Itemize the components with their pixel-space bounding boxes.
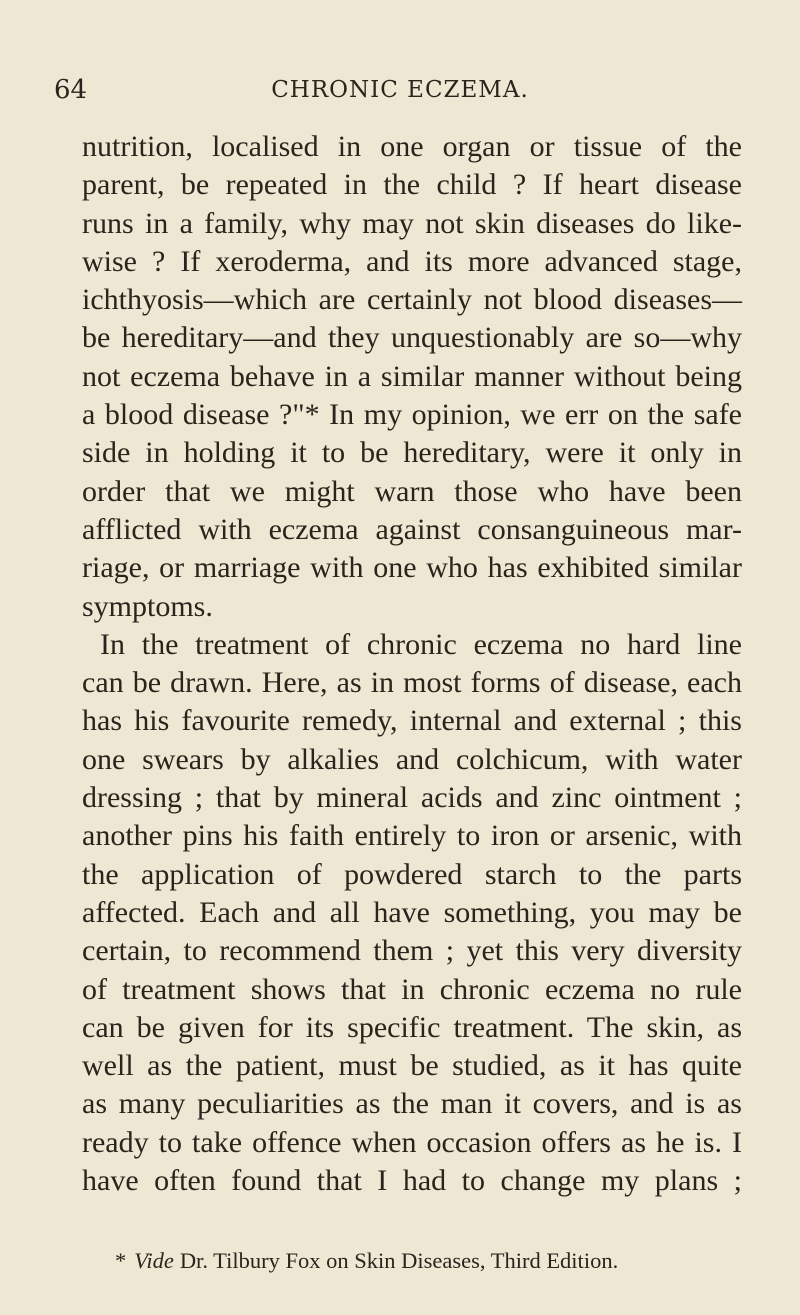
- running-head: [54, 70, 746, 110]
- text-line: of treatment shows that in chronic eczema no rule: [82, 972, 742, 1006]
- text-line: affected. Each and all have something, you may be: [82, 895, 742, 929]
- text-line: wise ? If xeroderma, and its more advanced stage,: [82, 244, 742, 278]
- running-title: CHRONIC ECZEMA.: [271, 77, 529, 103]
- page-number: 64: [54, 75, 88, 105]
- text-line: have often found that I had to change my plans ;: [82, 1164, 742, 1198]
- text-line: certain, to recommend them ; yet this very diversity: [82, 934, 742, 968]
- text-line: nutrition, localised in one organ or tissue of the: [82, 130, 742, 163]
- footnote-text: Dr. Tilbury Fox on Skin Diseases, Third Edition.: [179, 1248, 619, 1273]
- text-line: riage, or marriage with one who has exhibited similar: [82, 551, 742, 585]
- text-line: order that we might warn those who have been: [82, 474, 742, 508]
- text-line: the application of powdered starch to the parts: [82, 857, 742, 891]
- footnote-vide: Vide: [134, 1248, 174, 1273]
- text-line: be hereditary—and they unquestionably are so—why: [82, 321, 742, 355]
- text-line: another pins his faith entirely to iron or arsenic, with: [82, 819, 742, 853]
- body-text: [82, 128, 742, 1200]
- text-line: a blood disease ?"* In my opinion, we err on the safe: [82, 398, 742, 432]
- text-line: one swears by alkalies and colchicum, with water: [82, 742, 742, 776]
- text-line: parent, be repeated in the child ? If heart disease: [82, 168, 742, 202]
- text-line: symptoms.: [82, 589, 213, 623]
- text-line: side in holding it to be hereditary, were it only in: [82, 436, 742, 470]
- text-line: can be drawn. Here, as in most forms of disease, each: [82, 666, 742, 700]
- footnote-mark: *: [115, 1248, 127, 1273]
- text-line: runs in a family, why may not skin diseases do like-: [82, 206, 742, 240]
- text-line: not eczema behave in a similar manner without being: [82, 359, 742, 393]
- text-line: can be given for its specific treatment. The skin, as: [82, 1010, 742, 1044]
- text-line: ready to take offence when occasion offers as he is. I: [82, 1125, 742, 1159]
- footnote: [115, 1246, 742, 1276]
- text-line: afflicted with eczema against consanguineous mar-: [82, 512, 742, 546]
- text-line: ichthyosis—which are certainly not blood diseases—: [82, 283, 742, 317]
- text-line: as many peculiarities as the man it covers, and is as: [82, 1087, 742, 1121]
- text-line: In the treatment of chronic eczema no hard line: [100, 627, 742, 661]
- text-line: dressing ; that by mineral acids and zinc ointment ;: [82, 781, 742, 815]
- text-line: well as the patient, must be studied, as it has quite: [82, 1049, 742, 1083]
- text-line: has his favourite remedy, internal and external ; this: [82, 704, 742, 738]
